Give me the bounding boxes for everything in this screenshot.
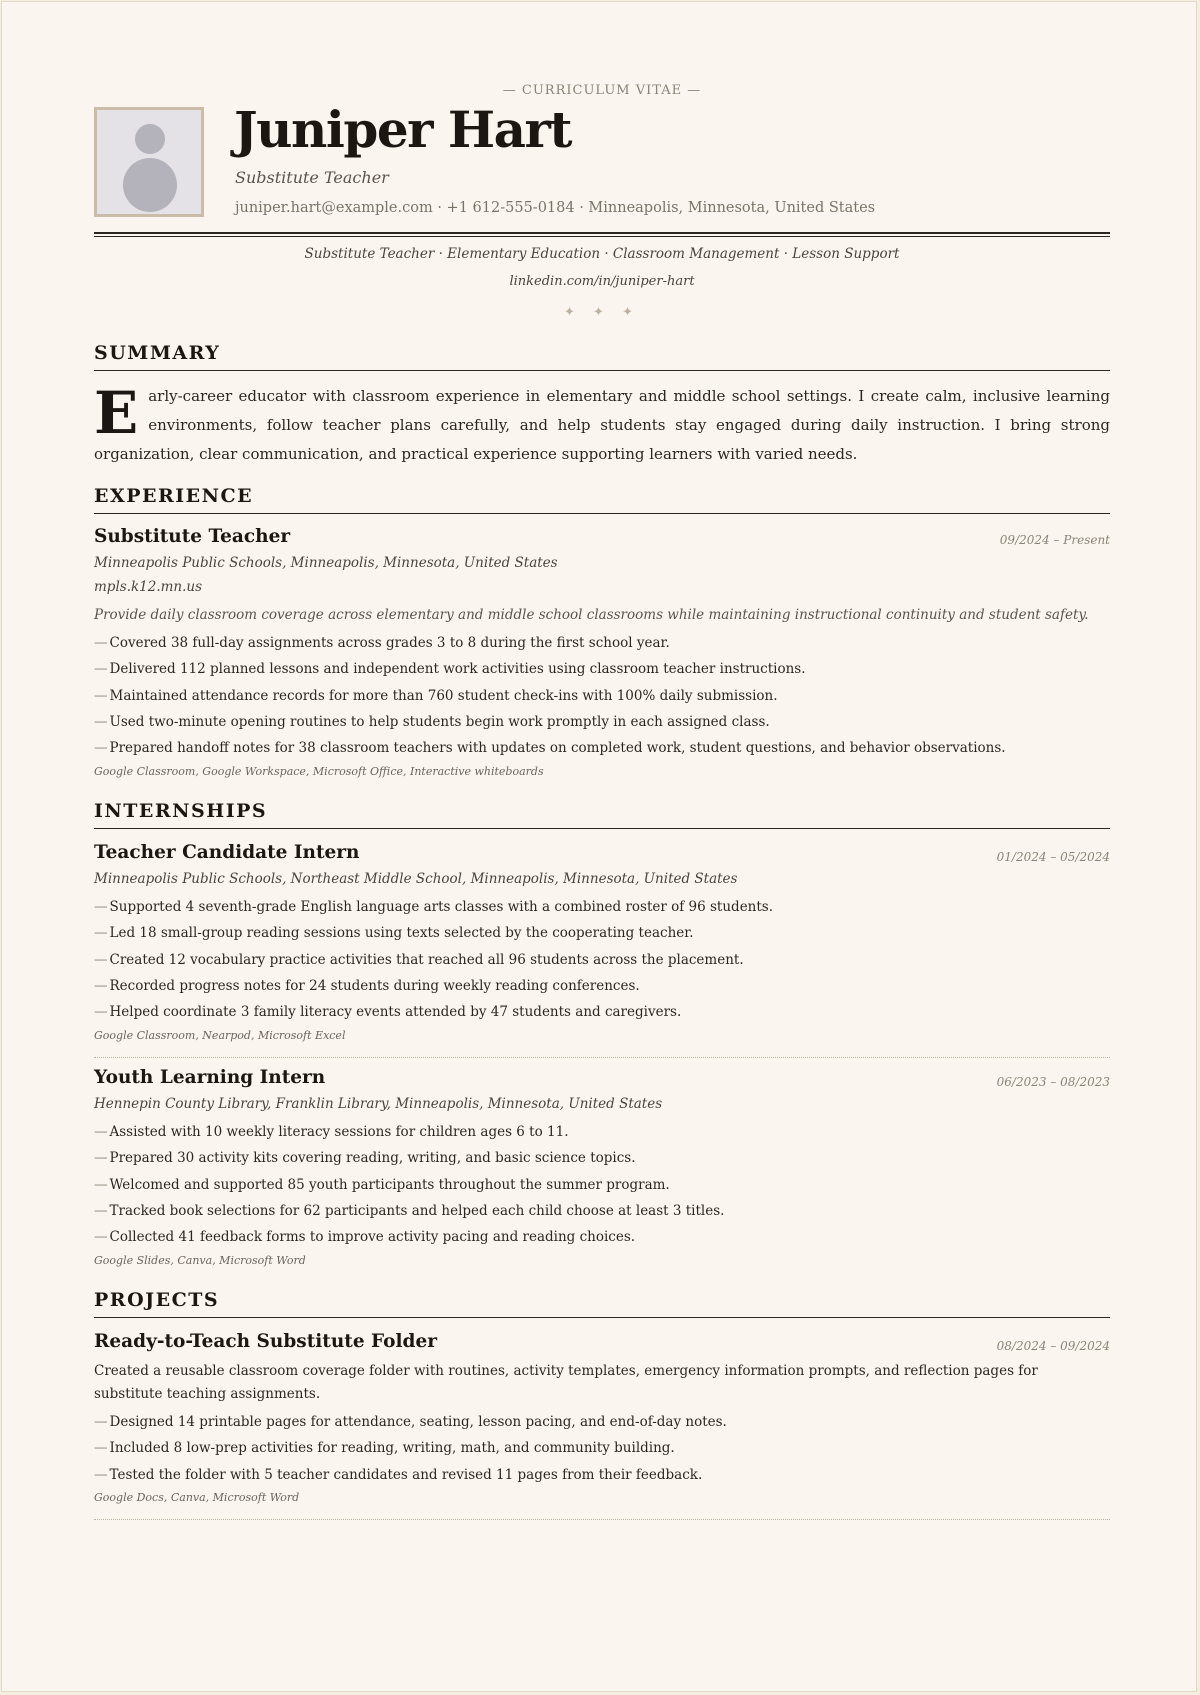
bullet-dash: — — [94, 1229, 108, 1246]
list-item — [94, 1462, 1110, 1488]
entry-date: 08/2024 – 09/2024 — [996, 1339, 1110, 1353]
entry-bullet-list — [94, 894, 1110, 1025]
bullet-dash: — — [94, 899, 108, 915]
list-item — [94, 1198, 1110, 1224]
entry-bullet-list — [94, 630, 1110, 761]
list-item — [94, 1409, 1110, 1435]
bullet-text: Welcomed and supported 85 youth participants throughout the summer program. — [109, 1176, 670, 1193]
bullet-dash: — — [94, 1202, 108, 1219]
bullet-text: Used two-minute opening routines to help students begin work promptly in each assigned class. — [109, 713, 770, 730]
list-item — [94, 1224, 1110, 1250]
bullet-text: Tested the folder with 5 teacher candidates and revised 11 pages from their feedback. — [109, 1466, 703, 1483]
bullet-text: Assisted with 10 weekly literacy sessions for children ages 6 to 11. — [109, 1124, 569, 1140]
bullet-dash: — — [94, 635, 108, 651]
bullet-dash: — — [94, 951, 108, 968]
entry-organization: Hennepin County Library, Franklin Library, Minneapolis, Minnesota, United States — [94, 1096, 663, 1112]
entry-url[interactable]: mpls.k12.mn.us — [94, 579, 203, 595]
tagline: Substitute Teacher · Elementary Education · Classroom Management · Lesson Support — [304, 246, 900, 262]
entry-skills: Google Classroom, Google Workspace, Microsoft Office, Interactive whiteboards — [94, 765, 544, 778]
bullet-dash: — — [94, 1414, 108, 1430]
entry-divider — [94, 1519, 1110, 1520]
entry-date: 01/2024 – 05/2024 — [996, 850, 1110, 864]
entry-skills: Google Slides, Canva, Microsoft Word — [94, 1254, 306, 1267]
entry-bullet-list — [94, 1409, 1110, 1488]
list-item — [94, 1435, 1110, 1461]
list-item — [94, 920, 1110, 946]
bullet-dash: — — [94, 740, 108, 757]
list-item — [94, 1145, 1110, 1171]
bullet-dash: — — [94, 1124, 108, 1140]
bullet-text: Collected 41 feedback forms to improve activity pacing and reading choices. — [109, 1229, 636, 1246]
entry-organization: Minneapolis Public Schools, Northeast Middle School, Minneapolis, Minnesota, United States — [94, 871, 738, 887]
entry-description: Provide daily classroom coverage across elementary and middle school classrooms while maintaining instructional continuity and student safety. — [94, 607, 1089, 623]
section-title-experience: EXPERIENCE — [94, 485, 1110, 514]
section-title-summary: SUMMARY — [94, 342, 1110, 371]
bullet-dash: — — [94, 1176, 108, 1193]
entry-divider — [94, 1057, 1110, 1058]
bullet-dash: — — [94, 1440, 108, 1457]
list-item — [94, 735, 1110, 761]
header-divider — [94, 232, 1110, 237]
bullet-text: Designed 14 printable pages for attendance, seating, lesson pacing, and end-of-day notes. — [109, 1414, 727, 1430]
summary-dropcap: E — [94, 379, 139, 447]
entry-title: Teacher Candidate Intern — [94, 842, 360, 863]
section-title-internships: INTERNSHIPS — [94, 800, 1110, 829]
ornament-divider: ✦ ✦ ✦ — [564, 305, 640, 320]
bullet-text: Delivered 112 planned lessons and independent work activities using classroom teacher instructions. — [109, 661, 806, 678]
candidate-role: Substitute Teacher — [235, 168, 389, 187]
list-item — [94, 656, 1110, 682]
list-item — [94, 947, 1110, 973]
entry-title: Substitute Teacher — [94, 526, 291, 547]
linkedin-link[interactable]: linkedin.com/in/juniper-hart — [509, 274, 695, 289]
list-item — [94, 1172, 1110, 1198]
bullet-text: Prepared 30 activity kits covering reading, writing, and basic science topics. — [109, 1150, 636, 1167]
entry-title: Youth Learning Intern — [94, 1067, 326, 1088]
summary-text-block — [94, 379, 1110, 469]
entry-skills: Google Docs, Canva, Microsoft Word — [94, 1491, 300, 1504]
bullet-text: Tracked book selections for 62 participants and helped each child choose at least 3 titles. — [109, 1202, 725, 1219]
bullet-text: Included 8 low-prep activities for reading, writing, math, and community building. — [109, 1440, 675, 1457]
entry-title: Ready-to-Teach Substitute Folder — [94, 1331, 437, 1352]
summary-text: arly-career educator with classroom experience in elementary and middle school settings. I create calm, inclusive learning environments, follow teacher plans carefully, and help students stay engaged during daily instruction. I bring strong organization, clear communication, and practical experience supporting learners with varied needs. — [94, 387, 1110, 463]
bullet-text: Covered 38 full-day assignments across grades 3 to 8 during the first school year. — [109, 635, 670, 651]
list-item — [94, 999, 1110, 1025]
list-item — [94, 973, 1110, 999]
resume-page — [1, 1, 1197, 1692]
list-item — [94, 1119, 1110, 1145]
list-item — [94, 683, 1110, 709]
entry-bullet-list — [94, 1119, 1110, 1250]
bullet-dash: — — [94, 1466, 108, 1483]
bullet-dash: — — [94, 925, 108, 942]
entry-skills: Google Classroom, Nearpod, Microsoft Excel — [94, 1029, 346, 1042]
entry-description: Created a reusable classroom coverage folder with routines, activity templates, emergency information prompts, and reflection pages for substitute teaching assignments. — [94, 1363, 1038, 1402]
bullet-text: Recorded progress notes for 24 students during weekly reading conferences. — [109, 977, 640, 994]
avatar-placeholder-icon — [94, 107, 204, 217]
bullet-text: Helped coordinate 3 family literacy events attended by 47 students and caregivers. — [109, 1004, 682, 1021]
bullet-text: Led 18 small-group reading sessions using texts selected by the cooperating teacher. — [109, 925, 694, 942]
bullet-dash: — — [94, 713, 108, 730]
bullet-text: Maintained attendance records for more than 760 student check-ins with 100% daily submission. — [109, 687, 778, 704]
bullet-text: Supported 4 seventh-grade English language arts classes with a combined roster of 96 students. — [109, 899, 774, 915]
entry-date: 06/2023 – 08/2023 — [996, 1075, 1110, 1089]
list-item — [94, 894, 1110, 920]
bullet-dash: — — [94, 1150, 108, 1167]
list-item — [94, 630, 1110, 656]
cv-label: — CURRICULUM VITAE — — [502, 83, 702, 98]
list-item — [94, 709, 1110, 735]
bullet-dash: — — [94, 687, 108, 704]
bullet-text: Prepared handoff notes for 38 classroom teachers with updates on completed work, student questions, and behavior observations. — [109, 740, 1006, 757]
entry-date: 09/2024 – Present — [999, 533, 1110, 547]
avatar-body-shape — [123, 158, 177, 212]
contact-line: juniper.hart@example.com · +1 612-555-0184 · Minneapolis, Minnesota, United States — [235, 200, 876, 216]
bullet-dash: — — [94, 977, 108, 994]
bullet-dash: — — [94, 661, 108, 678]
bullet-text: Created 12 vocabulary practice activities that reached all 96 students across the placement. — [109, 951, 744, 968]
avatar-head-shape — [135, 124, 165, 154]
candidate-name: Juniper Hart — [234, 100, 571, 159]
entry-organization: Minneapolis Public Schools, Minneapolis, Minnesota, United States — [94, 555, 558, 571]
section-title-projects: PROJECTS — [94, 1289, 1110, 1318]
bullet-dash: — — [94, 1004, 108, 1021]
